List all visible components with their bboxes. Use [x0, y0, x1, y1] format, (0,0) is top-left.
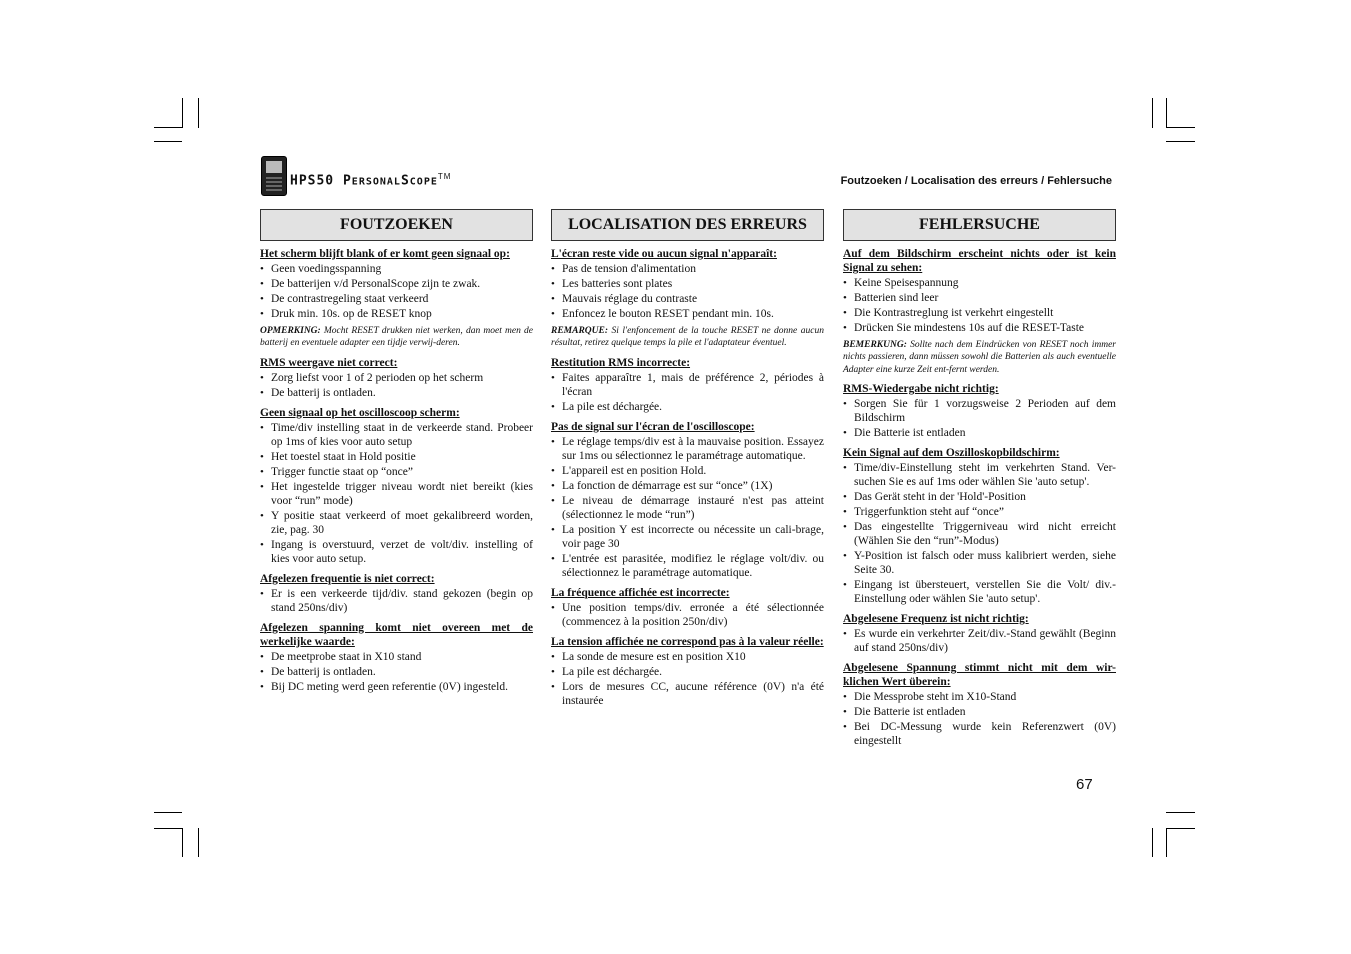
list-item-text: Das Gerät steht in der 'Hold'-Position: [854, 490, 1026, 503]
list-item-text: Le niveau de démarrage instauré n'est pas atteint (sélectionnez le mode “run”): [562, 494, 824, 521]
bullet-icon: •: [260, 587, 264, 600]
cause-list: [843, 627, 1116, 655]
bullet-icon: •: [551, 479, 555, 492]
list-item: [260, 538, 533, 566]
bullet-icon: •: [260, 480, 264, 493]
list-item: [551, 307, 824, 321]
list-item: [551, 292, 824, 306]
bullet-icon: •: [551, 494, 555, 507]
section-heading: Abgelesene Spannung stimmt nicht mit dem wir-klichen Wert überein:: [843, 661, 1116, 688]
list-item-text: Bei DC-Messung wurde kein Referenzwert (0V) eingestellt: [854, 720, 1116, 747]
list-item: [843, 461, 1116, 489]
list-item-text: L'appareil est en position Hold.: [562, 464, 707, 477]
note-text: Mocht RESET drukken niet werken, dan moet men de batterij en eventuele adapter een tijdje verwij-deren.: [260, 326, 533, 349]
cause-list: [551, 371, 824, 414]
section-heading: Restitution RMS incorrecte:: [551, 356, 691, 369]
list-item-text: Es wurde ein verkehrter Zeit/div.-Stand gewählt (Beginn auf stand 250ns/div): [854, 627, 1116, 654]
cause-list: [843, 461, 1116, 606]
troubleshoot-section: [843, 446, 1116, 606]
list-item-text: Pas de tension d'alimentation: [562, 263, 696, 275]
list-item-text: Trigger functie staat op “once”: [271, 465, 413, 478]
list-item-text: Die Kontrastreglung ist verkehrt eingestellt: [854, 307, 1054, 319]
list-item-text: Eingang ist übersteuert, verstellen Sie die Volt/ div.-Einstellung oder wählen Sie 'auto setup'.: [854, 578, 1116, 605]
bullet-icon: •: [260, 650, 264, 663]
crop-mark: [198, 98, 199, 128]
list-item: [551, 277, 824, 291]
bullet-icon: •: [843, 461, 847, 474]
list-item: [551, 552, 824, 580]
list-item-text: Enfoncez le bouton RESET pendant min. 10s.: [562, 308, 774, 320]
troubleshoot-section: [260, 572, 533, 615]
list-item: [260, 465, 533, 479]
list-item: [843, 276, 1116, 290]
bullet-icon: •: [260, 386, 264, 399]
section-heading: La fréquence affichée est incorrecte:: [551, 586, 730, 599]
crop-mark: [1166, 812, 1195, 813]
list-item-text: Les batteries sont plates: [562, 278, 673, 290]
bullet-icon: •: [843, 705, 847, 718]
bullet-icon: •: [551, 523, 555, 536]
list-item: [260, 587, 533, 615]
note: [551, 325, 824, 350]
list-item: [551, 371, 824, 399]
bullet-icon: •: [843, 720, 847, 733]
list-item-text: De meetprobe staat in X10 stand: [271, 650, 422, 663]
list-item: [843, 426, 1116, 440]
list-item: [551, 400, 824, 414]
list-item-text: Die Batterie ist entladen: [854, 705, 966, 718]
list-item: [843, 291, 1116, 305]
cause-list: [551, 435, 824, 580]
list-item: [551, 601, 824, 629]
list-item-text: Keine Speisespannung: [854, 277, 959, 289]
bullet-icon: •: [843, 490, 847, 503]
list-item-text: Die Batterie ist entladen: [854, 426, 966, 439]
page-number: 67: [1076, 776, 1093, 793]
list-item: [843, 627, 1116, 655]
bullet-icon: •: [843, 397, 847, 410]
crop-mark: [154, 127, 182, 128]
list-item-text: Drücken Sie mindestens 10s auf die RESET-Taste: [854, 322, 1085, 334]
crop-mark: [182, 828, 183, 857]
bullet-icon: •: [551, 680, 555, 693]
section-heading: Auf dem Bildschirm erscheint nichts oder ist kein Signal zu sehen:: [843, 248, 1116, 274]
list-item-text: Zorg liefst voor 1 of 2 perioden op het scherm: [271, 371, 484, 384]
list-item: [843, 321, 1116, 335]
list-item: [260, 650, 533, 664]
list-item-text: Y positie staat verkeerd of moet gekalibreerd worden, zie, pag. 30: [271, 509, 533, 536]
crop-mark: [182, 98, 183, 128]
troubleshoot-section: [551, 420, 824, 580]
bullet-icon: •: [551, 552, 555, 565]
list-item: [260, 307, 533, 321]
bullet-icon: •: [551, 665, 555, 678]
bullet-icon: •: [260, 665, 264, 678]
troubleshoot-section: [551, 356, 824, 414]
list-item-text: Triggerfunktion steht auf “once”: [854, 505, 1004, 518]
cause-list: [260, 650, 533, 694]
section-heading: L'écran reste vide ou aucun signal n'apparaît:: [551, 248, 777, 260]
list-item: [551, 680, 824, 708]
note-label: BEMERKUNG:: [843, 340, 907, 350]
list-item-text: Het toestel staat in Hold positie: [271, 450, 416, 463]
cause-list: [843, 276, 1116, 335]
crop-mark: [1166, 828, 1195, 829]
list-item-text: Batterien sind leer: [854, 292, 939, 304]
list-item-text: La position Y est incorrecte ou nécessite un cali-brage, voir page 30: [562, 523, 824, 550]
list-item: [260, 680, 533, 694]
crop-mark: [154, 828, 182, 829]
troubleshoot-section: [551, 635, 824, 708]
list-item-text: De contrastregeling staat verkeerd: [271, 293, 429, 305]
list-item: [551, 435, 824, 463]
list-item-text: Het ingestelde trigger niveau wordt niet bereikt (kies voor “run” mode): [271, 480, 533, 507]
note-label: OPMERKING:: [260, 326, 321, 336]
list-item-text: La pile est déchargée.: [562, 665, 663, 678]
bullet-icon: •: [260, 421, 264, 434]
troubleshoot-section: [843, 612, 1116, 655]
bullet-icon: •: [260, 263, 264, 275]
list-item: [551, 665, 824, 679]
crop-mark: [1152, 98, 1153, 128]
troubleshoot-section: [551, 247, 824, 350]
cause-list: [260, 371, 533, 400]
list-item: [260, 277, 533, 291]
list-item: [843, 720, 1116, 748]
list-item-text: Mauvais réglage du contraste: [562, 293, 698, 305]
list-item-text: Le réglage temps/div est à la mauvaise position. Essayez sur 1ms ou sélectionnez le paramétrage automatique.: [562, 435, 824, 462]
section-heading: Afgelezen spanning komt niet overeen met de werkelijke waarde:: [260, 621, 533, 648]
note: [843, 339, 1116, 376]
list-item: [260, 665, 533, 679]
crop-mark: [1166, 828, 1167, 857]
bullet-icon: •: [260, 308, 264, 320]
list-item: [260, 480, 533, 508]
column-title: LOCALISATION DES ERREURS: [551, 209, 824, 241]
list-item: [843, 490, 1116, 504]
bullet-icon: •: [843, 690, 847, 703]
page-header: [261, 156, 1117, 196]
bullet-icon: •: [551, 278, 555, 290]
list-item: [843, 549, 1116, 577]
bullet-icon: •: [843, 578, 847, 591]
list-item-text: Faites apparaître 1, mais de préférence 2, périodes à l'écran: [562, 371, 824, 398]
cause-list: [551, 601, 824, 629]
bullet-icon: •: [551, 650, 555, 663]
troubleshoot-section: [260, 621, 533, 694]
list-item: [843, 397, 1116, 425]
bullet-icon: •: [260, 371, 264, 384]
list-item-text: Une position temps/div. erronée a été sélectionnée (commencez à la position 250n/div): [562, 601, 824, 628]
column-german: [843, 209, 1116, 754]
list-item: [551, 464, 824, 478]
list-item-text: Er is een verkeerde tijd/div. stand gekozen (begin op stand 250ns/div): [271, 587, 533, 614]
crop-mark: [1166, 141, 1195, 142]
list-item: [551, 494, 824, 522]
crop-mark: [154, 812, 182, 813]
bullet-icon: •: [843, 322, 847, 334]
bullet-icon: •: [843, 426, 847, 439]
oscilloscope-device-icon: [261, 156, 287, 196]
list-item: [843, 690, 1116, 704]
list-item-text: Druk min. 10s. op de RESET knop: [271, 308, 432, 320]
list-item: [843, 705, 1116, 719]
bullet-icon: •: [843, 277, 847, 289]
list-item: [551, 262, 824, 276]
cause-list: [260, 262, 533, 321]
section-heading: Kein Signal auf dem Oszilloskopbildschirm:: [843, 446, 1060, 459]
troubleshoot-section: [260, 356, 533, 400]
list-item-text: Die Messprobe steht im X10-Stand: [854, 690, 1017, 703]
column-title: FOUTZOEKEN: [260, 209, 533, 241]
crop-mark: [154, 141, 182, 142]
bullet-icon: •: [843, 292, 847, 304]
list-item: [843, 520, 1116, 548]
list-item: [843, 578, 1116, 606]
bullet-icon: •: [551, 371, 555, 384]
column-title: FEHLERSUCHE: [843, 209, 1116, 241]
note-label: REMARQUE:: [551, 326, 609, 336]
cause-list: [260, 421, 533, 566]
list-item: [260, 262, 533, 276]
bullet-icon: •: [551, 601, 555, 614]
list-item-text: De batterij is ontladen.: [271, 665, 376, 678]
bullet-icon: •: [843, 549, 847, 562]
troubleshoot-section: [843, 247, 1116, 376]
list-item-text: De batterijen v/d PersonalScope zijn te zwak.: [271, 278, 481, 290]
list-item: [260, 371, 533, 385]
bullet-icon: •: [260, 538, 264, 551]
cause-list: [551, 262, 824, 321]
section-heading: Afgelezen frequentie is niet correct:: [260, 572, 435, 585]
troubleshoot-section: [843, 382, 1116, 440]
bullet-icon: •: [843, 505, 847, 518]
crop-mark: [198, 828, 199, 857]
column-french: [551, 209, 824, 714]
bullet-icon: •: [843, 520, 847, 533]
list-item: [260, 450, 533, 464]
list-item: [551, 650, 824, 664]
bullet-icon: •: [551, 435, 555, 448]
list-item-text: La pile est déchargée.: [562, 400, 663, 413]
section-heading: RMS weergave niet correct:: [260, 356, 398, 369]
bullet-icon: •: [260, 278, 264, 290]
bullet-icon: •: [843, 307, 847, 319]
bullet-icon: •: [551, 308, 555, 320]
section-heading: RMS-Wiedergabe nicht richtig:: [843, 382, 999, 395]
bullet-icon: •: [260, 680, 264, 693]
cause-list: [843, 397, 1116, 440]
bullet-icon: •: [551, 263, 555, 275]
list-item: [843, 306, 1116, 320]
section-title: Foutzoeken / Localisation des erreurs / Fehlersuche: [840, 175, 1112, 187]
bullet-icon: •: [260, 293, 264, 305]
troubleshoot-section: [260, 247, 533, 350]
bullet-icon: •: [843, 627, 847, 640]
section-heading: Het scherm blijft blank of er komt geen signaal op:: [260, 248, 510, 260]
crop-mark: [1166, 127, 1195, 128]
list-item-text: Time/div instelling staat in de verkeerde stand. Probeer op 1ms of kies voor auto setup: [271, 421, 533, 448]
column-dutch: [260, 209, 533, 700]
list-item-text: Sorgen Sie für 1 vorzugsweise 2 Perioden auf dem Bildschirm: [854, 397, 1116, 424]
bullet-icon: •: [260, 509, 264, 522]
bullet-icon: •: [260, 450, 264, 463]
list-item: [551, 523, 824, 551]
list-item: [843, 505, 1116, 519]
list-item-text: De batterij is ontladen.: [271, 386, 376, 399]
list-item-text: L'entrée est parasitée, modifiez le réglage volt/div. ou sélectionnez le paramétrage automatique.: [562, 552, 824, 579]
cause-list: [551, 650, 824, 708]
list-item-text: Y-Position ist falsch oder muss kalibriert werden, siehe Seite 30.: [854, 549, 1116, 576]
list-item: [260, 509, 533, 537]
list-item-text: Ingang is overstuurd, verzet de volt/div. instelling of kies voor auto setup.: [271, 538, 533, 565]
note-text: Sollte nach dem Eindrücken von RESET noch immer nichts passieren, dann müssen sowohl die Batterien als auch eventuelle Adapter eine kurze Zeit ent-fernt werden.: [843, 340, 1116, 375]
bullet-icon: •: [551, 464, 555, 477]
list-item: [260, 386, 533, 400]
list-item-text: Time/div-Einstellung steht im verkehrten Stand. Ver-suchen Sie es auf 1ms oder wählen Sie 'auto setup'.: [854, 461, 1116, 488]
bullet-icon: •: [551, 293, 555, 305]
troubleshoot-section: [260, 406, 533, 566]
cause-list: [260, 587, 533, 615]
troubleshoot-section: [843, 661, 1116, 748]
list-item-text: Bij DC meting werd geen referentie (0V) ingesteld.: [271, 680, 508, 693]
troubleshoot-section: [551, 586, 824, 629]
list-item-text: Das eingestellte Triggerniveau wird nicht erreicht (Wählen Sie den “run”-Modus): [854, 520, 1116, 547]
section-heading: Abgelesene Frequenz ist nicht richtig:: [843, 612, 1029, 625]
list-item: [551, 479, 824, 493]
list-item-text: La sonde de mesure est en position X10: [562, 650, 746, 663]
note-text: Si l'enfoncement de la touche RESET ne donne aucun résultat, retirez quelque temps la pile et l'adaptateur éventuel.: [551, 326, 824, 349]
list-item-text: La fonction de démarrage est sur “once” (1X): [562, 479, 773, 492]
list-item: [260, 421, 533, 449]
cause-list: [843, 690, 1116, 748]
section-heading: Pas de signal sur l'écran de l'oscilloscope:: [551, 420, 755, 433]
product-brand: HPS50 PERSONALSCOPE™: [290, 172, 452, 189]
crop-mark: [1152, 828, 1153, 857]
section-heading: La tension affichée ne correspond pas à la valeur réelle:: [551, 635, 824, 648]
list-item-text: Geen voedingsspanning: [271, 263, 382, 275]
crop-mark: [1166, 98, 1167, 128]
section-heading: Geen signaal op het oscilloscoop scherm:: [260, 406, 460, 419]
list-item: [260, 292, 533, 306]
list-item-text: Lors de mesures CC, aucune référence (0V) n'a été instaurée: [562, 680, 824, 707]
bullet-icon: •: [260, 465, 264, 478]
note: [260, 325, 533, 350]
bullet-icon: •: [551, 400, 555, 413]
